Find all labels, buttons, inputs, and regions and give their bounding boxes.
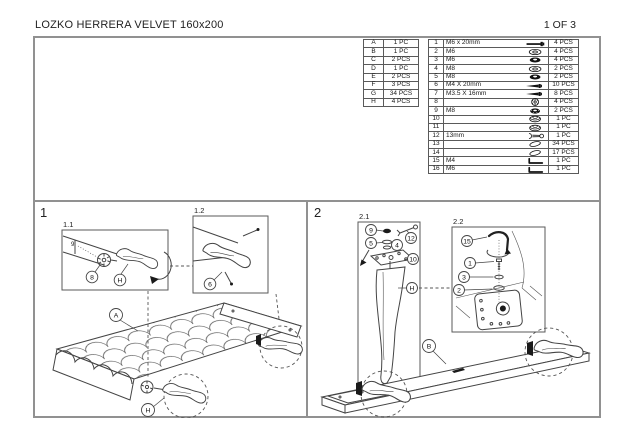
hw-desc: M8 xyxy=(446,73,456,80)
callout-washer: 4 xyxy=(395,242,399,250)
table-row xyxy=(429,140,579,148)
part-qty: 1 PC xyxy=(384,48,419,56)
callout-footboard: B xyxy=(426,343,432,351)
hw-qty: 4 PCS xyxy=(549,56,579,64)
table-row xyxy=(429,132,579,140)
callout-washer-small: 2 xyxy=(457,287,461,295)
table-row xyxy=(429,98,579,106)
hw-desc: M6 xyxy=(446,47,456,55)
allen-key-drawing xyxy=(487,232,511,257)
bolt-drawing xyxy=(497,259,502,270)
leg-drawing xyxy=(201,242,252,269)
table-row xyxy=(364,90,419,98)
step-2-panel xyxy=(306,202,603,418)
hw-qty: 8 PCS xyxy=(549,90,579,98)
part-qty: 1 PC xyxy=(384,65,419,73)
callout-insert: 8 xyxy=(90,274,94,282)
step-2-number: 2 xyxy=(314,205,322,220)
callout-screw: 6 xyxy=(208,281,212,289)
hw-desc: M4 X 20mm xyxy=(446,81,482,89)
part-qty: 2 PCS xyxy=(384,73,419,81)
table-row xyxy=(429,81,579,89)
callout-leg: H xyxy=(117,277,123,285)
hw-num: 4 xyxy=(429,65,444,73)
hardware-9-note: 9 xyxy=(71,242,75,248)
table-row xyxy=(429,165,579,173)
hw-desc: M8 xyxy=(446,106,456,114)
part-letter: C xyxy=(364,56,384,64)
hw-num: 2 xyxy=(429,48,444,56)
step-1-number: 1 xyxy=(40,205,48,220)
part-qty: 3 PCS xyxy=(384,81,419,89)
hw-num: 14 xyxy=(429,149,444,157)
hw-num: 13 xyxy=(429,140,444,148)
table-row xyxy=(429,48,579,56)
callout-bolt: 1 xyxy=(468,260,472,268)
mounting-plate-drawing xyxy=(371,250,413,265)
table-row xyxy=(364,81,419,89)
hw-qty: 2 PCS xyxy=(549,107,579,115)
hardware-table xyxy=(428,39,579,174)
footboard-diagram xyxy=(322,328,589,417)
callout-plate: 10 xyxy=(409,256,417,264)
step-2-1-diagram xyxy=(358,212,452,388)
table-row xyxy=(364,73,419,81)
hw-qty: 2 PCS xyxy=(549,65,579,73)
hw-qty: 10 PCS xyxy=(549,81,579,89)
table-row xyxy=(429,107,579,115)
hw-desc: M6 xyxy=(446,165,456,173)
hw-desc: M6 xyxy=(446,56,456,64)
hw-desc: M6 x 20mm xyxy=(446,39,480,47)
hw-qty: 34 PCS xyxy=(549,140,579,148)
callout-allen-key: 15 xyxy=(463,238,471,246)
hw-num: 5 xyxy=(429,73,444,81)
table-row xyxy=(429,65,579,73)
hw-desc: 13mm xyxy=(446,131,465,139)
table-row xyxy=(429,149,579,157)
document-title: LOZKO HERRERA VELVET 160x200 xyxy=(35,19,224,31)
table-row xyxy=(364,98,419,106)
callout-nut: 5 xyxy=(369,240,373,248)
table-row xyxy=(429,123,579,131)
hw-num: 6 xyxy=(429,81,444,89)
hw-num: 12 xyxy=(429,132,444,140)
leg-drawing xyxy=(376,267,405,384)
hw-qty: 1 PC xyxy=(549,165,579,173)
callout-leg: H xyxy=(409,285,415,293)
callout-capnut: 9 xyxy=(369,227,373,235)
part-qty: 2 PCS xyxy=(384,56,419,64)
callout-wrench: 12 xyxy=(407,235,415,243)
leg-drawing xyxy=(162,383,207,404)
hw-qty: 2 PCS xyxy=(549,73,579,81)
hw-desc: M4 xyxy=(446,156,456,164)
headboard-diagram xyxy=(53,291,302,418)
hw-qty: 17 PCS xyxy=(549,149,579,157)
hw-num: 8 xyxy=(429,98,444,106)
part-letter: G xyxy=(364,90,384,98)
table-row xyxy=(364,65,419,73)
part-letter: F xyxy=(364,81,384,89)
part-letter: D xyxy=(364,65,384,73)
parts-table xyxy=(363,39,419,107)
hw-qty: 1 PC xyxy=(549,157,579,165)
table-row xyxy=(429,40,579,48)
step-1-2-diagram xyxy=(170,206,268,293)
step-2-2-label: 2.2 xyxy=(453,217,464,226)
table-row xyxy=(429,157,579,165)
hw-num: 9 xyxy=(429,107,444,115)
table-row xyxy=(429,73,579,81)
hw-num: 7 xyxy=(429,90,444,98)
hw-num: 1 xyxy=(429,40,444,48)
page-indicator: 1 OF 3 xyxy=(543,19,576,31)
hw-qty: 1 PC xyxy=(549,123,579,131)
table-row xyxy=(429,115,579,123)
hw-num: 10 xyxy=(429,115,444,123)
hw-num: 11 xyxy=(429,123,444,131)
callout-washer-large: 3 xyxy=(462,274,466,282)
hw-qty: 1 PC xyxy=(549,115,579,123)
hw-qty: 4 PCS xyxy=(549,48,579,56)
threaded-insert-drawing xyxy=(141,381,153,393)
callout-leg: H xyxy=(145,407,151,415)
allen-key-icon xyxy=(525,165,547,174)
part-letter: E xyxy=(364,73,384,81)
step-2-2-diagram xyxy=(452,217,545,332)
leg-drawing xyxy=(259,338,303,354)
table-row xyxy=(429,90,579,98)
hw-qty: 4 PCS xyxy=(549,40,579,48)
step-1-2-label: 1.2 xyxy=(194,206,205,215)
part-qty: 34 PCS xyxy=(384,90,419,98)
hw-num: 15 xyxy=(429,157,444,165)
corner-bracket-drawing xyxy=(474,290,523,331)
table-row xyxy=(364,40,419,48)
part-qty: 4 PCS xyxy=(384,98,419,106)
callout-headboard: A xyxy=(113,312,119,320)
hw-desc: M8 xyxy=(446,64,456,72)
step-1-1-diagram xyxy=(62,220,171,290)
hw-qty: 4 PCS xyxy=(549,98,579,106)
part-letter: B xyxy=(364,48,384,56)
part-qty: 1 PC xyxy=(384,40,419,48)
threaded-insert-drawing xyxy=(98,254,111,267)
table-row xyxy=(429,56,579,64)
hw-qty: 1 PC xyxy=(549,132,579,140)
table-row xyxy=(364,48,419,56)
step-1-1-label: 1.1 xyxy=(63,220,74,229)
leg-drawing xyxy=(115,248,159,270)
hw-num: 16 xyxy=(429,165,444,173)
hw-desc: M3.5 X 16mm xyxy=(446,89,487,97)
part-letter: H xyxy=(364,98,384,106)
hw-num: 3 xyxy=(429,56,444,64)
step-2-1-label: 2.1 xyxy=(359,212,370,221)
table-row xyxy=(364,56,419,64)
part-letter: A xyxy=(364,40,384,48)
step-1-panel xyxy=(33,202,306,418)
